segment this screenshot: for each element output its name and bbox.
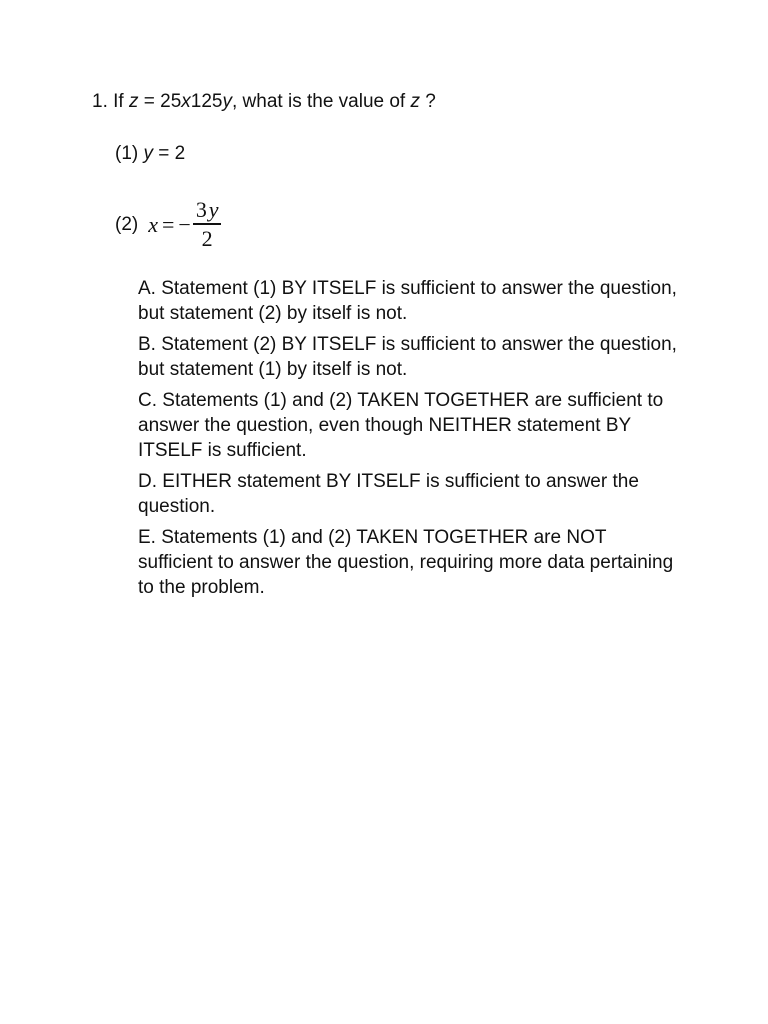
statement-1 — [115, 143, 185, 165]
var-y: y — [222, 91, 232, 112]
question-suffix: , what is the value of — [232, 91, 406, 112]
statement-1-label: (1) — [115, 143, 139, 164]
fraction-numerator — [193, 197, 222, 223]
question-number: 1. — [92, 91, 108, 112]
var-z-2: z — [410, 91, 420, 112]
formula-equals: = — [162, 212, 175, 237]
choice-a: A. Statement (1) BY ITSELF is sufficient to answer the question, but statement (2) by itself is not. — [138, 278, 677, 324]
fraction-denominator: 2 — [201, 225, 213, 251]
statement-2-formula — [148, 197, 221, 253]
choice-c: C. Statements (1) and (2) TAKEN TOGETHER are sufficient to answer the question, even though NEITHER statement BY ITSELF is sufficient. — [138, 390, 664, 461]
question-mark: ? — [425, 91, 436, 112]
statement-2-label: (2) — [115, 214, 139, 235]
statement-1-rest: = 2 — [158, 143, 186, 164]
equals-sign: = — [143, 91, 155, 112]
formula-minus: − — [178, 212, 191, 237]
answer-choices — [138, 276, 678, 606]
numerator-coefficient: 3 — [195, 197, 207, 223]
choice-d: D. EITHER statement BY ITSELF is sufficient to answer the question. — [138, 471, 639, 517]
question-if: If — [113, 91, 124, 112]
formula-fraction — [193, 197, 222, 253]
expr-125: 125 — [190, 91, 223, 112]
expr-25: 25 — [160, 91, 182, 112]
var-x: x — [181, 91, 191, 112]
question-text — [92, 91, 436, 113]
formula-var-x: x — [148, 212, 158, 237]
numerator-var-y: y — [208, 197, 219, 223]
choice-b: B. Statement (2) BY ITSELF is sufficient to answer the question, but statement (1) by itself is not. — [138, 334, 677, 380]
statement-1-var: y — [143, 143, 154, 164]
statement-2 — [115, 195, 221, 255]
var-z: z — [128, 91, 139, 112]
choice-e: E. Statements (1) and (2) TAKEN TOGETHER are NOT sufficient to answer the question, requiring more data pertaining to the problem. — [138, 527, 674, 598]
